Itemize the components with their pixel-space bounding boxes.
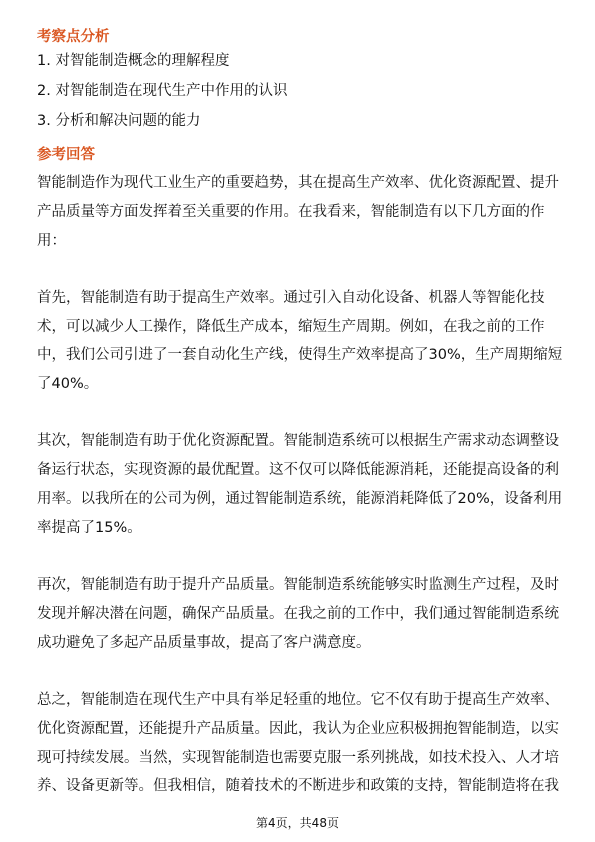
- answer-line: 备运行状态，实现资源的最优配置。这不仅可以降低能源消耗，还能提高设备的利: [37, 462, 559, 478]
- answer-line: 术，可以减少人工操作，降低生产成本，缩短生产周期。例如，在我之前的工作: [37, 319, 545, 335]
- answer-line: 产品质量等方面发挥着至关重要的作用。在我看来，智能制造有以下几方面的作: [37, 204, 545, 220]
- section-heading-answer: 参考回答: [37, 147, 95, 163]
- analysis-item: 3. 分析和解决问题的能力: [37, 113, 201, 129]
- answer-line: 总之，智能制造在现代生产中具有举足轻重的地位。它不仅有助于提高生产效率、: [37, 692, 559, 708]
- answer-line: 发现并解决潜在问题，确保产品质量。在我之前的工作中，我们通过智能制造系统: [37, 606, 559, 622]
- answer-line: 养、设备更新等。但我相信，随着技术的不断进步和政策的支持，智能制造将在我: [37, 778, 559, 794]
- answer-line: 智能制造作为现代工业生产的重要趋势，其在提高生产效率、优化资源配置、提升: [37, 175, 559, 191]
- analysis-item: 2. 对智能制造在现代生产中作用的认识: [37, 83, 288, 99]
- answer-line: 现可持续发展。当然，实现智能制造也需要克服一系列挑战，如技术投入、人才培: [37, 750, 559, 766]
- analysis-item: 1. 对智能制造概念的理解程度: [37, 53, 230, 69]
- answer-line: 了40%。: [37, 376, 99, 392]
- page-number: 第4页，共48页: [256, 816, 339, 830]
- answer-line: 成功避免了多起产品质量事故，提高了客户满意度。: [37, 635, 371, 651]
- answer-line: 优化资源配置，还能提升产品质量。因此，我认为企业应积极拥抱智能制造，以实: [37, 721, 559, 737]
- answer-line: 首先，智能制造有助于提高生产效率。通过引入自动化设备、机器人等智能化技: [37, 290, 545, 306]
- answer-line: 率提高了15%。: [37, 520, 142, 536]
- section-heading-analysis: 考察点分析: [37, 29, 110, 45]
- answer-line: 再次，智能制造有助于提升产品质量。智能制造系统能够实时监测生产过程，及时: [37, 577, 559, 593]
- answer-line: 中，我们公司引进了一套自动化生产线，使得生产效率提高了30%，生产周期缩短: [37, 347, 563, 363]
- answer-line: 其次，智能制造有助于优化资源配置。智能制造系统可以根据生产需求动态调整设: [37, 433, 559, 449]
- answer-line: 用率。以我所在的公司为例，通过智能制造系统，能源消耗降低了20%，设备利用: [37, 491, 563, 507]
- answer-line: 用：: [37, 233, 66, 249]
